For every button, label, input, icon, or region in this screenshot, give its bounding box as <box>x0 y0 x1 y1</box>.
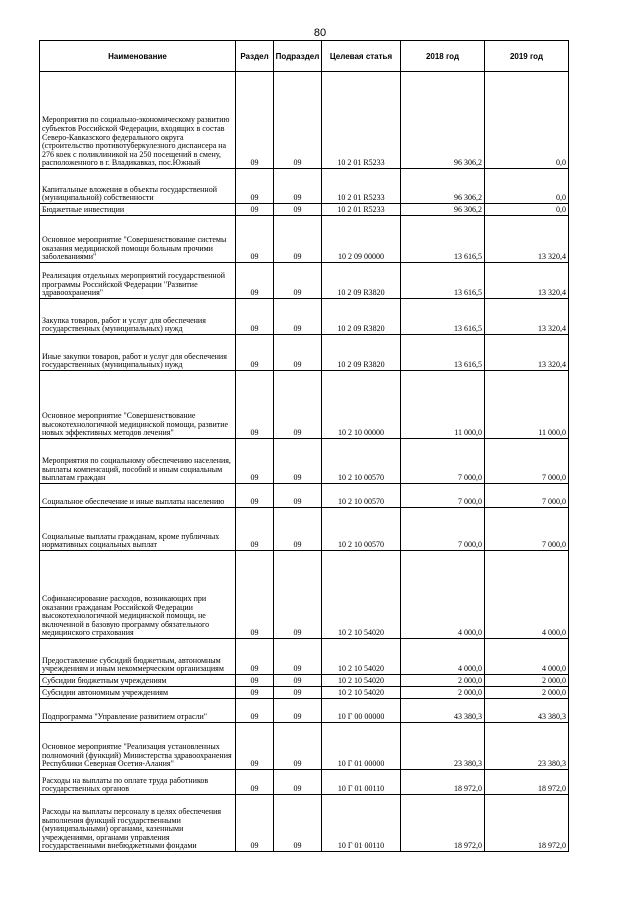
row-2019: 4 000,0 <box>485 551 569 639</box>
row-section: 09 <box>236 770 274 795</box>
table-row <box>40 484 569 508</box>
row-2018: 11 000,0 <box>401 371 485 439</box>
row-section: 09 <box>236 639 274 675</box>
row-target: 10 2 01 R5233 <box>322 72 401 169</box>
table-row <box>40 723 569 770</box>
row-section: 09 <box>236 795 274 852</box>
row-name: Мероприятия по социальному обеспечению населения, выплаты компенсаций, пособий и иным социальным выплатам граждан <box>40 439 236 484</box>
table-row <box>40 204 569 216</box>
row-2019: 0,0 <box>485 204 569 216</box>
header-subsection: Подраздел <box>274 41 322 72</box>
row-target: 10 2 10 54020 <box>322 639 401 675</box>
row-2019: 43 380,3 <box>485 699 569 723</box>
table-row <box>40 299 569 335</box>
row-2019: 7 000,0 <box>485 484 569 508</box>
row-2018: 4 000,0 <box>401 551 485 639</box>
row-2019: 13 320,4 <box>485 263 569 299</box>
row-2018: 18 972,0 <box>401 795 485 852</box>
row-section: 09 <box>236 335 274 371</box>
row-2019: 13 320,4 <box>485 335 569 371</box>
row-name: Субсидии бюджетным учреждениям <box>40 675 236 687</box>
row-subsection: 09 <box>274 299 322 335</box>
row-2019: 13 320,4 <box>485 299 569 335</box>
row-2018: 96 306,2 <box>401 204 485 216</box>
row-section: 09 <box>236 72 274 169</box>
row-target: 10 2 10 54020 <box>322 687 401 699</box>
row-section: 09 <box>236 439 274 484</box>
row-target: 10 2 10 00570 <box>322 484 401 508</box>
row-section: 09 <box>236 371 274 439</box>
row-target: 10 Г 01 00000 <box>322 723 401 770</box>
row-target: 10 2 10 00000 <box>322 371 401 439</box>
row-2018: 23 380,3 <box>401 723 485 770</box>
budget-table <box>39 40 569 852</box>
row-2019: 11 000,0 <box>485 371 569 439</box>
row-2018: 96 306,2 <box>401 169 485 204</box>
row-2019: 0,0 <box>485 169 569 204</box>
table-row <box>40 770 569 795</box>
row-section: 09 <box>236 169 274 204</box>
row-target: 10 2 10 00570 <box>322 439 401 484</box>
row-section: 09 <box>236 723 274 770</box>
row-section: 09 <box>236 508 274 551</box>
row-subsection: 09 <box>274 723 322 770</box>
row-name: Социальное обеспечение и иные выплаты населению <box>40 484 236 508</box>
row-section: 09 <box>236 484 274 508</box>
row-2018: 2 000,0 <box>401 687 485 699</box>
row-2018: 43 380,3 <box>401 699 485 723</box>
row-subsection: 09 <box>274 204 322 216</box>
table-row <box>40 169 569 204</box>
row-name: Социальные выплаты гражданам, кроме публичных нормативных социальных выплат <box>40 508 236 551</box>
row-2019: 2 000,0 <box>485 687 569 699</box>
row-target: 10 2 09 R3820 <box>322 263 401 299</box>
row-2018: 7 000,0 <box>401 484 485 508</box>
row-section: 09 <box>236 299 274 335</box>
row-section: 09 <box>236 551 274 639</box>
row-section: 09 <box>236 204 274 216</box>
row-subsection: 09 <box>274 263 322 299</box>
row-2019: 7 000,0 <box>485 508 569 551</box>
table-row <box>40 508 569 551</box>
row-name: Мероприятия по социально-экономическому развитию субъектов Российской Федерации, входящих в состав Северо-Кавказского федерального округа (строительство противотуберкулезного диспансера на 276 коек с поликлиникой на 250 посещений в смену, расположенного в г. Владикавказ, пос.Южный <box>40 72 236 169</box>
row-subsection: 09 <box>274 484 322 508</box>
header-2019: 2019 год <box>485 41 569 72</box>
row-name: Расходы на выплаты персоналу в целях обеспечения выполнения функций государственными (муниципальными) органами, казенными учреждениями, органами управления государственными внебюджетными фондами <box>40 795 236 852</box>
row-target: 10 2 10 54020 <box>322 675 401 687</box>
row-target: 10 2 09 R3820 <box>322 299 401 335</box>
row-subsection: 09 <box>274 551 322 639</box>
row-2018: 13 616,5 <box>401 299 485 335</box>
header-2018: 2018 год <box>401 41 485 72</box>
row-2018: 2 000,0 <box>401 675 485 687</box>
row-name: Предоставление субсидий бюджетным, автономным учреждениям и иным некоммерческим организациям <box>40 639 236 675</box>
row-2018: 13 616,5 <box>401 335 485 371</box>
row-subsection: 09 <box>274 216 322 263</box>
row-name: Расходы на выплаты по оплате труда работников государственных органов <box>40 770 236 795</box>
table-row <box>40 263 569 299</box>
row-2018: 4 000,0 <box>401 639 485 675</box>
row-2018: 13 616,5 <box>401 216 485 263</box>
row-section: 09 <box>236 699 274 723</box>
header-name: Наименование <box>40 41 236 72</box>
row-2019: 7 000,0 <box>485 439 569 484</box>
table-header-row <box>40 41 569 72</box>
row-subsection: 09 <box>274 439 322 484</box>
row-section: 09 <box>236 263 274 299</box>
row-target: 10 Г 01 00110 <box>322 795 401 852</box>
row-2019: 13 320,4 <box>485 216 569 263</box>
row-subsection: 09 <box>274 169 322 204</box>
row-name: Иные закупки товаров, работ и услуг для обеспечения государственных (муниципальных) нужд <box>40 335 236 371</box>
row-subsection: 09 <box>274 675 322 687</box>
row-name: Субсидии автономным учреждениям <box>40 687 236 699</box>
table-row <box>40 639 569 675</box>
row-2019: 18 972,0 <box>485 770 569 795</box>
table-row <box>40 675 569 687</box>
row-target: 10 2 09 00000 <box>322 216 401 263</box>
row-2019: 18 972,0 <box>485 795 569 852</box>
header-target: Целевая статья <box>322 41 401 72</box>
table-row <box>40 216 569 263</box>
page-number: 80 <box>313 27 327 39</box>
row-name: Бюджетные инвестиции <box>40 204 236 216</box>
row-2018: 7 000,0 <box>401 508 485 551</box>
row-2019: 23 380,3 <box>485 723 569 770</box>
table-row <box>40 72 569 169</box>
table-row <box>40 687 569 699</box>
row-name: Капитальные вложения в объекты государственной (муниципальной) собственности <box>40 169 236 204</box>
row-name: Основное мероприятие "Реализация установленных полномочий (функций) Министерства здравоохранения Республики Северная Осетия-Алания" <box>40 723 236 770</box>
row-2018: 7 000,0 <box>401 439 485 484</box>
row-2019: 4 000,0 <box>485 639 569 675</box>
row-name: Реализация отдельных мероприятий государственной программы Российской Федерации "Развитие здравоохранения" <box>40 263 236 299</box>
table-row <box>40 335 569 371</box>
row-2018: 96 306,2 <box>401 72 485 169</box>
row-name: Подпрограмма "Управление развитием отрасли" <box>40 699 236 723</box>
row-subsection: 09 <box>274 639 322 675</box>
row-subsection: 09 <box>274 72 322 169</box>
row-2018: 13 616,5 <box>401 263 485 299</box>
table-row <box>40 699 569 723</box>
row-subsection: 09 <box>274 335 322 371</box>
table-row <box>40 795 569 852</box>
row-section: 09 <box>236 216 274 263</box>
table-row <box>40 551 569 639</box>
row-target: 10 2 10 54020 <box>322 551 401 639</box>
row-subsection: 09 <box>274 699 322 723</box>
row-subsection: 09 <box>274 770 322 795</box>
row-subsection: 09 <box>274 795 322 852</box>
row-name: Закупка товаров, работ и услуг для обеспечения государственных (муниципальных) нужд <box>40 299 236 335</box>
row-subsection: 09 <box>274 371 322 439</box>
row-name: Основное мероприятие "Совершенствование высокотехнологичной медицинской помощи, развитие новых эффективных методов лечения" <box>40 371 236 439</box>
row-2018: 18 972,0 <box>401 770 485 795</box>
row-target: 10 2 10 00570 <box>322 508 401 551</box>
row-subsection: 09 <box>274 687 322 699</box>
row-target: 10 2 01 R5233 <box>322 204 401 216</box>
row-target: 10 Г 01 00110 <box>322 770 401 795</box>
row-section: 09 <box>236 675 274 687</box>
row-2019: 0,0 <box>485 72 569 169</box>
row-section: 09 <box>236 687 274 699</box>
table-row <box>40 439 569 484</box>
row-name: Основное мероприятие "Совершенствование системы оказания медицинской помощи больным прочими заболеваниями" <box>40 216 236 263</box>
row-target: 10 2 01 R5233 <box>322 169 401 204</box>
row-name: Софинансирование расходов, возникающих при оказании гражданам Российской Федерации высокотехнологичной медицинской помощи, не включенной в базовую программу обязательного медицинского страхования <box>40 551 236 639</box>
row-2019: 2 000,0 <box>485 675 569 687</box>
table-row <box>40 371 569 439</box>
row-target: 10 Г 00 00000 <box>322 699 401 723</box>
header-section: Раздел <box>236 41 274 72</box>
row-subsection: 09 <box>274 508 322 551</box>
row-target: 10 2 09 R3820 <box>322 335 401 371</box>
